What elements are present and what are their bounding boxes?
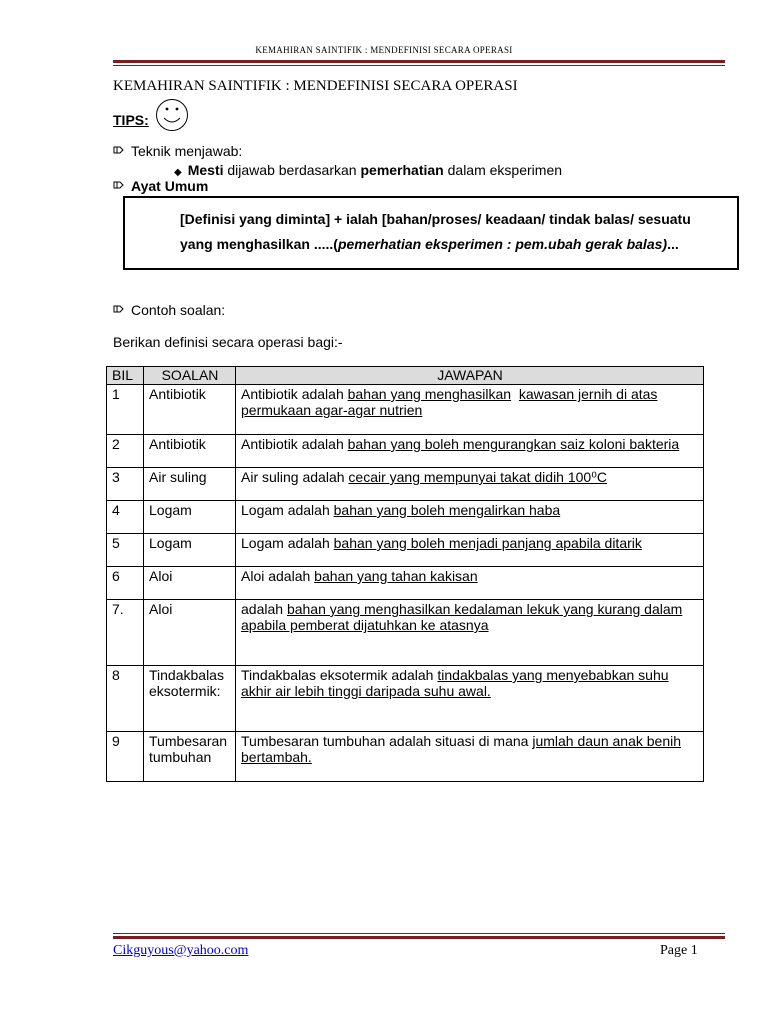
answer-prefix: Tindakbalas eksotermik adalah [241,667,438,683]
ayat-umum-label: Ayat Umum [131,178,209,194]
row-soalan: Logam [144,501,236,534]
footer-rule-thin [113,933,725,934]
table-row [107,600,704,666]
pointing-hand-icon [113,143,131,159]
row-soalan: Aloi [144,600,236,666]
answer-underlined: bahan yang boleh menjadi panjang apabila ditarik [333,535,642,551]
definitions-table [106,366,704,782]
answer-prefix: Antibiotik adalah [241,436,348,452]
teknik-pemerhatian: pemerhatian [360,162,444,178]
answer-underlined: tindakbalas yang menyebabkan suhu akhir air lebih tinggi daripada suhu awal. [241,667,669,699]
header-bil: BIL [107,367,144,385]
answer-prefix: adalah [241,601,287,617]
formula-line-2-start: yang menghasilkan .....( [180,236,338,252]
row-bil: 5 [107,534,144,567]
teknik-row [113,143,242,159]
answer-prefix: Tumbesaran tumbuhan adalah situasi di mana [241,733,533,749]
formula-line-1: [Definisi yang diminta] + ialah [bahan/proses/ keadaan/ tindak balas/ sesuatu [180,211,691,227]
answer-prefix: Antibiotik adalah [241,386,348,402]
table-row [107,567,704,600]
row-soalan: Aloi [144,567,236,600]
answer-prefix: Air suling adalah [241,469,349,485]
table-row [107,468,704,501]
row-jawapan [236,435,704,468]
row-soalan: Antibiotik [144,385,236,435]
answer-underlined: bahan yang tahan kakisan [314,568,478,584]
row-bil: 6 [107,567,144,600]
table-row [107,534,704,567]
row-bil: 2 [107,435,144,468]
teknik-point [174,162,562,178]
header-rule-thin [113,65,725,66]
row-jawapan [236,732,704,782]
row-soalan: Air suling [144,468,236,501]
header-jawapan: JAWAPAN [236,367,704,385]
row-bil: 7. [107,600,144,666]
smiley-icon [155,98,189,132]
row-soalan: Tumbesaran tumbuhan [144,732,236,782]
row-jawapan [236,468,704,501]
table-row [107,385,704,435]
row-jawapan [236,600,704,666]
footer-email-link[interactable]: Cikguyous@yahoo.com [113,943,249,958]
formula-line-2-italic: pemerhatian eksperimen : pem.ubah gerak balas) [337,236,668,252]
pointing-hand-icon [113,178,131,194]
answer-prefix: Aloi adalah [241,568,315,584]
contoh-row [113,302,225,318]
answer-prefix: Logam adalah [241,502,334,518]
footer-rule-thick [113,936,725,939]
teknik-text-1: dijawab berdasarkan [223,162,361,178]
page-title: KEMAHIRAN SAINTIFIK : MENDEFINISI SECARA OPERASI [113,78,518,94]
row-jawapan [236,567,704,600]
footer-page-number: Page 1 [660,943,698,958]
row-soalan: Logam [144,534,236,567]
answer-underlined: bahan yang menghasilkan [347,386,512,402]
instruction-text: Berikan definisi secara operasi bagi:- [113,334,343,350]
answer-underlined: cecair yang mempunyai takat didih 100⁰C [348,469,607,485]
row-jawapan [236,666,704,732]
formula-line-2 [180,236,679,252]
row-bil: 4 [107,501,144,534]
header-rule-thick [113,60,725,63]
ayat-umum-row [113,178,208,194]
row-bil: 1 [107,385,144,435]
answer-underlined: jumlah daun anak benih bertambah. [241,733,681,765]
formula-line-2-end: ... [667,236,679,252]
answer-prefix: Logam adalah [241,535,334,551]
tips-label: TIPS: [113,112,149,128]
answer-underlined: bahan yang menghasilkan kedalaman lekuk yang kurang dalam apabila pemberat dijatuhkan ke atasnya [241,601,683,633]
diamond-bullet-icon: ◆ [174,167,182,178]
answer-underlined: bahan yang boleh mengurangkan saiz koloni bakteria [347,436,680,452]
table-row [107,501,704,534]
table-row [107,732,704,782]
pointing-hand-icon [113,302,131,318]
teknik-text-2: dalam eksperimen [443,162,563,178]
table-row [107,435,704,468]
row-bil: 3 [107,468,144,501]
row-soalan: Tindakbalas eksotermik: [144,666,236,732]
teknik-mesti: Mesti [187,162,224,178]
answer-underlined: bahan yang boleh mengalirkan haba [333,502,561,518]
running-header: KEMAHIRAN SAINTIFIK : MENDEFINISI SECARA OPERASI [255,45,513,55]
row-bil: 9 [107,732,144,782]
formula-box [123,196,739,270]
answer-gap [511,386,519,402]
answer-underlined-2: kawasan jernih di atas permukaan agar-agar nutrien [241,386,658,418]
header-soalan: SOALAN [144,367,236,385]
row-jawapan [236,385,704,435]
table-row [107,666,704,732]
contoh-label: Contoh soalan: [131,302,226,318]
row-jawapan [236,501,704,534]
row-soalan: Antibiotik [144,435,236,468]
row-bil: 8 [107,666,144,732]
teknik-label: Teknik menjawab: [131,143,243,159]
table-header-row [107,367,704,385]
row-jawapan [236,534,704,567]
